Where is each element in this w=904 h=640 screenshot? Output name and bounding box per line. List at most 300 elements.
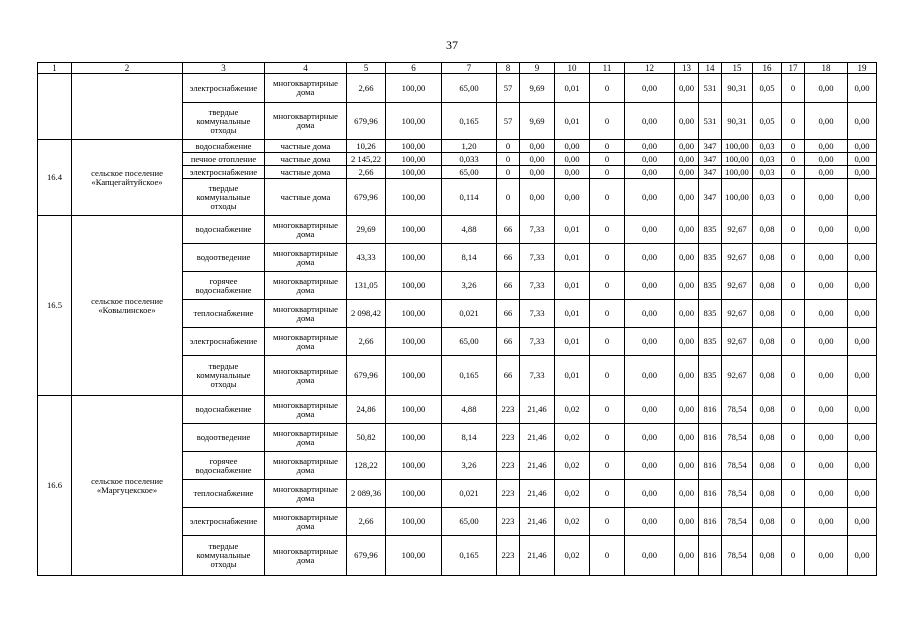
housing-type-cell: многоквартирные дома [265,356,347,396]
value-cell: 0,08 [753,244,782,272]
value-cell: 0,00 [675,166,699,179]
value-cell: 347 [699,140,722,153]
group-number [38,74,72,140]
value-cell: 0,00 [625,244,675,272]
header-cell: 9 [520,63,555,74]
value-cell: 0,00 [848,272,877,300]
value-cell: 0 [782,244,805,272]
value-cell: 0 [497,140,520,153]
value-cell: 0 [590,328,625,356]
value-cell: 0,00 [805,424,848,452]
value-cell: 223 [497,396,520,424]
value-cell: 0 [590,356,625,396]
value-cell: 223 [497,480,520,508]
housing-type-cell: многоквартирные дома [265,480,347,508]
value-cell: 100,00 [386,166,442,179]
value-cell: 0,00 [848,153,877,166]
value-cell: 679,96 [347,179,386,216]
value-cell: 0,00 [625,452,675,480]
table-row [38,396,877,424]
value-cell: 0 [782,103,805,140]
value-cell: 7,33 [520,300,555,328]
value-cell: 0,00 [625,140,675,153]
header-cell: 11 [590,63,625,74]
value-cell: 2 145,22 [347,153,386,166]
value-cell: 2 098,42 [347,300,386,328]
value-cell: 92,67 [722,328,753,356]
value-cell: 21,46 [520,508,555,536]
value-cell: 0,02 [555,536,590,576]
value-cell: 100,00 [386,452,442,480]
value-cell: 100,00 [386,153,442,166]
settlement-name: сельское поселение «Маргуцекское» [72,396,183,576]
value-cell: 43,33 [347,244,386,272]
header-row [38,63,877,74]
value-cell: 0,00 [848,328,877,356]
value-cell: 0 [782,153,805,166]
value-cell: 0,00 [520,153,555,166]
value-cell: 0,00 [675,300,699,328]
value-cell: 0,08 [753,480,782,508]
value-cell: 0,00 [675,103,699,140]
value-cell: 0,00 [805,536,848,576]
value-cell: 0,00 [675,272,699,300]
value-cell: 131,05 [347,272,386,300]
value-cell: 0,00 [848,480,877,508]
service-cell: горячее водоснабжение [183,272,265,300]
housing-type-cell: частные дома [265,179,347,216]
housing-type-cell: многоквартирные дома [265,74,347,103]
value-cell: 0,00 [625,480,675,508]
value-cell: 0,00 [555,179,590,216]
settlement-name: сельское поселение «Капцегайтуйское» [72,140,183,216]
service-cell: электроснабжение [183,166,265,179]
value-cell: 8,14 [442,244,497,272]
value-cell: 0,02 [555,424,590,452]
value-cell: 0,01 [555,300,590,328]
value-cell: 65,00 [442,74,497,103]
header-cell: 19 [848,63,877,74]
header-cell: 3 [183,63,265,74]
value-cell: 2,66 [347,166,386,179]
header-cell: 16 [753,63,782,74]
service-cell: твердые коммунальные отходы [183,179,265,216]
value-cell: 835 [699,244,722,272]
value-cell: 0 [590,452,625,480]
value-cell: 0,08 [753,536,782,576]
value-cell: 92,67 [722,356,753,396]
value-cell: 0 [590,166,625,179]
value-cell: 100,00 [386,216,442,244]
value-cell: 0,00 [555,140,590,153]
value-cell: 0,00 [675,328,699,356]
value-cell: 65,00 [442,328,497,356]
value-cell: 0,00 [675,140,699,153]
value-cell: 100,00 [386,140,442,153]
value-cell: 0 [497,179,520,216]
value-cell: 0,00 [848,452,877,480]
value-cell: 0,03 [753,153,782,166]
value-cell: 0,00 [625,216,675,244]
value-cell: 66 [497,244,520,272]
value-cell: 0,00 [625,166,675,179]
value-cell: 90,31 [722,74,753,103]
value-cell: 100,00 [386,508,442,536]
value-cell: 347 [699,179,722,216]
value-cell: 0 [782,536,805,576]
value-cell: 0,165 [442,103,497,140]
value-cell: 0,00 [805,140,848,153]
value-cell: 10,26 [347,140,386,153]
service-cell: водоотведение [183,424,265,452]
value-cell: 0,00 [848,356,877,396]
header-cell: 1 [38,63,72,74]
value-cell: 66 [497,300,520,328]
value-cell: 0,00 [625,356,675,396]
value-cell: 0 [782,179,805,216]
value-cell: 0,114 [442,179,497,216]
value-cell: 0,03 [753,166,782,179]
value-cell: 0 [590,424,625,452]
value-cell: 0,00 [805,153,848,166]
value-cell: 0 [497,153,520,166]
value-cell: 57 [497,74,520,103]
value-cell: 816 [699,396,722,424]
value-cell: 100,00 [386,356,442,396]
value-cell: 66 [497,272,520,300]
value-cell: 50,82 [347,424,386,452]
value-cell: 816 [699,508,722,536]
header-cell: 8 [497,63,520,74]
table-row [38,140,877,153]
value-cell: 100,00 [386,272,442,300]
value-cell: 223 [497,452,520,480]
header-cell: 14 [699,63,722,74]
header-cell: 2 [72,63,183,74]
value-cell: 0,00 [805,396,848,424]
value-cell: 0 [497,166,520,179]
value-cell: 0,00 [625,396,675,424]
value-cell: 0,00 [675,74,699,103]
value-cell: 100,00 [386,300,442,328]
value-cell: 0,00 [675,153,699,166]
value-cell: 128,22 [347,452,386,480]
value-cell: 21,46 [520,536,555,576]
value-cell: 0,00 [848,140,877,153]
value-cell: 100,00 [722,179,753,216]
service-cell: теплоснабжение [183,480,265,508]
value-cell: 78,54 [722,508,753,536]
value-cell: 0,00 [625,424,675,452]
service-cell: электроснабжение [183,328,265,356]
housing-type-cell: частные дома [265,166,347,179]
value-cell: 3,26 [442,452,497,480]
value-cell: 0 [590,300,625,328]
page-number: 37 [446,38,458,52]
value-cell: 66 [497,216,520,244]
value-cell: 835 [699,356,722,396]
value-cell: 0,05 [753,74,782,103]
value-cell: 0 [590,244,625,272]
value-cell: 0 [782,300,805,328]
service-cell: твердые коммунальные отходы [183,103,265,140]
value-cell: 0 [782,452,805,480]
housing-type-cell: частные дома [265,153,347,166]
value-cell: 7,33 [520,328,555,356]
value-cell: 0,00 [625,328,675,356]
value-cell: 679,96 [347,536,386,576]
value-cell: 0,00 [848,424,877,452]
value-cell: 0,01 [555,328,590,356]
value-cell: 0,00 [675,179,699,216]
housing-type-cell: многоквартирные дома [265,300,347,328]
housing-type-cell: многоквартирные дома [265,452,347,480]
value-cell: 4,88 [442,216,497,244]
value-cell: 78,54 [722,536,753,576]
value-cell: 835 [699,300,722,328]
value-cell: 9,69 [520,74,555,103]
value-cell: 0 [782,272,805,300]
value-cell: 0,00 [805,272,848,300]
value-cell: 0,00 [675,508,699,536]
value-cell: 66 [497,328,520,356]
value-cell: 223 [497,536,520,576]
value-cell: 0,165 [442,356,497,396]
value-cell: 8,14 [442,424,497,452]
value-cell: 24,86 [347,396,386,424]
service-cell: водоснабжение [183,396,265,424]
value-cell: 0,03 [753,179,782,216]
value-cell: 0,01 [555,356,590,396]
value-cell: 0,033 [442,153,497,166]
value-cell: 0,00 [625,272,675,300]
value-cell: 0,00 [625,508,675,536]
value-cell: 816 [699,452,722,480]
group-number: 16.5 [38,216,72,396]
value-cell: 0,00 [520,166,555,179]
header-cell: 18 [805,63,848,74]
value-cell: 0 [782,328,805,356]
value-cell: 0,00 [675,480,699,508]
value-cell: 816 [699,424,722,452]
value-cell: 816 [699,480,722,508]
value-cell: 100,00 [722,166,753,179]
value-cell: 100,00 [386,396,442,424]
value-cell: 0,00 [675,424,699,452]
value-cell: 0,02 [555,452,590,480]
value-cell: 347 [699,153,722,166]
header-cell: 5 [347,63,386,74]
table-row [38,216,877,244]
value-cell: 57 [497,103,520,140]
value-cell: 21,46 [520,424,555,452]
value-cell: 2,66 [347,508,386,536]
value-cell: 78,54 [722,396,753,424]
value-cell: 0,00 [625,536,675,576]
service-cell: горячее водоснабжение [183,452,265,480]
value-cell: 0,00 [848,244,877,272]
value-cell: 835 [699,328,722,356]
settlement-name: сельское поселение «Ковылинское» [72,216,183,396]
service-cell: твердые коммунальные отходы [183,356,265,396]
value-cell: 0 [590,179,625,216]
value-cell: 7,33 [520,216,555,244]
value-cell: 0,00 [848,103,877,140]
value-cell: 21,46 [520,452,555,480]
value-cell: 0,01 [555,216,590,244]
value-cell: 21,46 [520,396,555,424]
settlement-name [72,74,183,140]
housing-type-cell: многоквартирные дома [265,536,347,576]
housing-type-cell: многоквартирные дома [265,424,347,452]
value-cell: 100,00 [722,153,753,166]
value-cell: 0,02 [555,480,590,508]
value-cell: 0,00 [805,216,848,244]
value-cell: 0,00 [675,396,699,424]
value-cell: 0,02 [555,508,590,536]
value-cell: 679,96 [347,103,386,140]
value-cell: 0,01 [555,74,590,103]
value-cell: 7,33 [520,272,555,300]
value-cell: 0,00 [805,244,848,272]
value-cell: 0,00 [625,300,675,328]
value-cell: 92,67 [722,244,753,272]
value-cell: 0 [590,74,625,103]
value-cell: 78,54 [722,424,753,452]
housing-type-cell: многоквартирные дома [265,216,347,244]
housing-type-cell: многоквартирные дома [265,272,347,300]
value-cell: 0,00 [805,103,848,140]
header-cell: 12 [625,63,675,74]
value-cell: 0,05 [753,103,782,140]
value-cell: 0,00 [848,508,877,536]
value-cell: 0,00 [805,74,848,103]
value-cell: 0 [782,140,805,153]
value-cell: 0,00 [555,166,590,179]
value-cell: 0,08 [753,452,782,480]
value-cell: 0,165 [442,536,497,576]
value-cell: 92,67 [722,272,753,300]
value-cell: 0,00 [848,166,877,179]
value-cell: 100,00 [386,74,442,103]
value-cell: 0,08 [753,300,782,328]
value-cell: 2,66 [347,74,386,103]
value-cell: 0 [590,140,625,153]
header-cell: 4 [265,63,347,74]
value-cell: 100,00 [386,480,442,508]
service-cell: электроснабжение [183,508,265,536]
value-cell: 0,08 [753,356,782,396]
value-cell: 90,31 [722,103,753,140]
value-cell: 0,00 [805,356,848,396]
value-cell: 0,00 [805,480,848,508]
value-cell: 0,08 [753,216,782,244]
value-cell: 0,021 [442,480,497,508]
value-cell: 0 [590,396,625,424]
value-cell: 679,96 [347,356,386,396]
value-cell: 0,01 [555,272,590,300]
housing-type-cell: многоквартирные дома [265,508,347,536]
value-cell: 0,08 [753,272,782,300]
value-cell: 0 [590,153,625,166]
value-cell: 0,01 [555,244,590,272]
service-cell: твердые коммунальные отходы [183,536,265,576]
value-cell: 0,00 [520,179,555,216]
value-cell: 66 [497,356,520,396]
value-cell: 0 [782,74,805,103]
value-cell: 0,01 [555,103,590,140]
header-cell: 17 [782,63,805,74]
value-cell: 0,02 [555,396,590,424]
value-cell: 2 089,36 [347,480,386,508]
value-cell: 0,00 [848,74,877,103]
value-cell: 100,00 [386,179,442,216]
value-cell: 0,00 [848,536,877,576]
value-cell: 0 [590,480,625,508]
value-cell: 100,00 [386,244,442,272]
value-cell: 0 [782,480,805,508]
housing-type-cell: частные дома [265,140,347,153]
header-cell: 13 [675,63,699,74]
value-cell: 7,33 [520,356,555,396]
value-cell: 835 [699,272,722,300]
value-cell: 347 [699,166,722,179]
housing-type-cell: многоквартирные дома [265,328,347,356]
value-cell: 0 [590,536,625,576]
value-cell: 0,00 [555,153,590,166]
value-cell: 0,00 [520,140,555,153]
value-cell: 0 [782,396,805,424]
service-cell: водоснабжение [183,216,265,244]
group-number: 16.6 [38,396,72,576]
value-cell: 0,00 [848,216,877,244]
value-cell: 0 [782,508,805,536]
value-cell: 531 [699,74,722,103]
header-cell: 15 [722,63,753,74]
header-cell: 10 [555,63,590,74]
value-cell: 100,00 [386,536,442,576]
value-cell: 0 [590,103,625,140]
service-cell: электроснабжение [183,74,265,103]
header-cell: 7 [442,63,497,74]
value-cell: 0,00 [675,244,699,272]
value-cell: 65,00 [442,508,497,536]
housing-type-cell: многоквартирные дома [265,396,347,424]
value-cell: 0,00 [625,74,675,103]
service-cell: водоснабжение [183,140,265,153]
value-cell: 0 [590,216,625,244]
value-cell: 0,08 [753,508,782,536]
value-cell: 0,00 [848,179,877,216]
value-cell: 0,00 [848,300,877,328]
housing-type-cell: многоквартирные дома [265,103,347,140]
value-cell: 0,00 [805,452,848,480]
service-cell: водоотведение [183,244,265,272]
value-cell: 835 [699,216,722,244]
value-cell: 92,67 [722,216,753,244]
value-cell: 100,00 [386,424,442,452]
value-cell: 1,20 [442,140,497,153]
header-cell: 6 [386,63,442,74]
value-cell: 100,00 [386,328,442,356]
value-cell: 100,00 [386,103,442,140]
value-cell: 0,00 [675,356,699,396]
value-cell: 816 [699,536,722,576]
value-cell: 0,00 [625,153,675,166]
group-number: 16.4 [38,140,72,216]
value-cell: 3,26 [442,272,497,300]
value-cell: 0,00 [805,508,848,536]
